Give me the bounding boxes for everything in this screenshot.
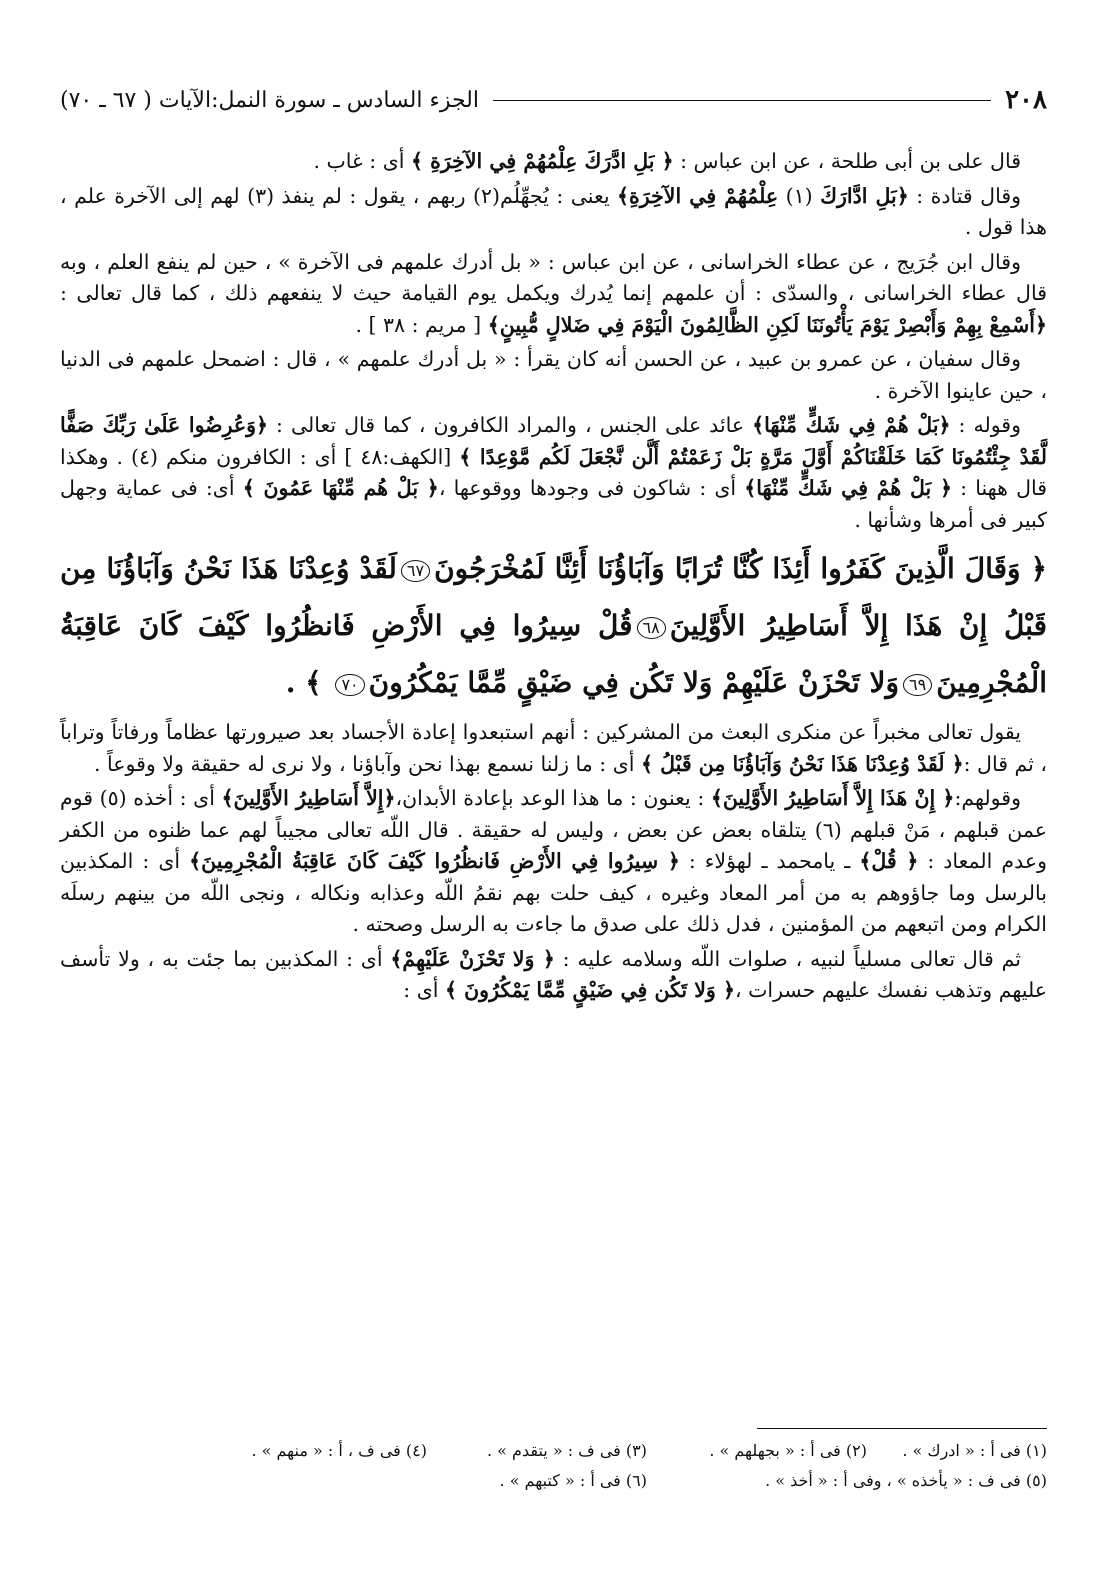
header-rule — [493, 100, 991, 101]
paragraph-1 — [60, 146, 1047, 178]
paragraph-4 — [60, 344, 1047, 407]
page-body — [60, 146, 1047, 1010]
text: أى: فى عماية وجهل كبير فى أمرها وشأنها . — [60, 476, 1047, 532]
quran-quote: ﴿ وَلا تَكُن فِي ضَيْقٍ مِّمَّا يَمْكُرُونَ ﴾ — [444, 978, 735, 1002]
quran-quote: ﴿ سِيرُوا فِي الأَرْضِ فَانظُرُوا كَيْفَ كَانَ عَاقِبَةُ الْمُجْرِمِينَ﴾ — [189, 849, 680, 873]
text: أى : غاب . — [313, 149, 411, 173]
text: [الكهف:٤٨ ] أى : الكافرون منكم (٤) . وهكذا قال ههنا : — [60, 444, 1048, 500]
quran-quote: ﴿بَلِ ادَّارَكَ — [820, 183, 909, 208]
page-header — [60, 82, 1047, 118]
text: ـ يامحمد ـ لهؤلاء : — [679, 849, 860, 873]
quran-quote: ﴿ بَلِ ادَّرَكَ عِلْمُهُمْ فِي الآخِرَةِ ﴾ — [410, 149, 674, 173]
footnote-3: (٣) فى ف : « يتقدم » . — [487, 1441, 647, 1460]
text: وقال سفيان ، عن عمرو بن عبيد ، عن الحسن أنه كان يقرأ : « بل أدرك علمهم » ، قال : اضمحل علمهم فى الدنيا ، حين عاينوا الآخرة . — [60, 347, 1047, 403]
quran-quote: ﴿ لَقَدْ وُعِدْنَا هَذَا نَحْنُ وَآبَاؤُنَا مِن قَبْلُ ﴾ — [640, 751, 964, 776]
quran-quote: ﴿وَعُرِضُوا عَلَىٰ رَبِّكَ صَفًّا لَّقَدْ جِئْتُمُونَا كَمَا خَلَقْنَاكُمْ أَوَّلَ مَرَّةٍ بَلْ زَعَمْتُمْ أَلَّن نَّجْعَلَ لَكُم مَّوْعِدًا ﴾ — [60, 413, 1047, 469]
quran-quote: ﴿إِلاَّ أَسَاطِيرُ الأَوَّلِينَ﴾ — [221, 786, 396, 810]
verse-67: وَقَالَ الَّذِينَ كَفَرُوا أَئِذَا كُنَّا تُرَابًا وَآبَاؤُنَا أَئِنَّا لَمُخْرَجُونَ — [434, 552, 1021, 585]
text: وقال ابن جُرَيج ، عن عطاء الخراسانى ، عن ابن عباس : « بل أدرك علمهم فى الآخرة » ، حين لم ينفع العلم ، وبه قال عطاء الخراسانى ، والسدّى : أن علمهم إنما يُدرك ويكمل يوم القيامة حيث لا ينفعهم ذلك ، كما قال تعالى : — [60, 249, 1047, 305]
text: أى : ما زلنا نسمع بهذا نحن وآباؤنا ، ولا نرى له حقيقة ولا وقوعاً . — [93, 751, 641, 776]
footnote-2: (٢) فى أ : « بجهلهم » . — [709, 1441, 867, 1460]
text: : يعنون : ما هذا الوعد بإعادة الأبدان، — [395, 786, 711, 810]
paragraph-2 — [60, 181, 1047, 244]
paragraph-8 — [60, 944, 1047, 1007]
quran-quote: ﴿ وَلا تَحْزَنْ عَلَيْهِمْ﴾ — [390, 946, 555, 971]
footnote-1: (١) فى أ : « ادرك » . — [902, 1441, 1047, 1460]
paragraph-3 — [60, 247, 1047, 342]
text: ثم قال تعالى مسلياً لنبيه ، صلوات اللّه وسلامه عليه : — [554, 946, 1021, 971]
paragraph-7 — [60, 783, 1047, 941]
verse-block — [60, 540, 1047, 711]
verse-69: قُلْ سِيرُوا فِي الأَرْضِ فَانظُرُوا كَيْفَ كَانَ عَاقِبَةُ الْمُجْرِمِينَ — [60, 609, 1047, 699]
verse-open-bracket: ﴿ — [1020, 552, 1048, 585]
footnote-ref: (١) — [778, 183, 821, 208]
footnote-separator — [757, 1428, 1047, 1429]
text: أى : أخذه (٥) قوم عمن قبلهم ، مَنْ قبلهم (٦) يتلقاه بعض عن بعض ، وليس له حقيقة . قال اللّه تعالى مجيباً لهم عما ظنوه من الكفر وعدم المعاد : — [60, 786, 1047, 873]
quran-quote: ﴿بَلْ هُمْ فِي شَكٍّ مِّنْهَا﴾ — [752, 413, 951, 437]
text: [ مريم : ٣٨ ] . — [355, 312, 488, 337]
verse-close-bracket: ﴾ . — [285, 666, 332, 699]
verse-number-69: ٦٩ — [903, 674, 932, 696]
footnote-5: (٥) فى ف : « يأخذه » ، وفى أ : « أخذ » . — [765, 1471, 1047, 1490]
verse-70: وَلا تَحْزَنْ عَلَيْهِمْ وَلا تَكُن فِي ضَيْقٍ مِّمَّا يَمْكُرُونَ — [368, 666, 900, 699]
verse-number-67: ٦٧ — [401, 560, 430, 582]
page-number: ٢٠٨ — [1005, 85, 1047, 115]
quran-quote: ﴿أَسْمِعْ بِهِمْ وَأَبْصِرْ يَوْمَ يَأْتُونَنَا لَكِنِ الظَّالِمُونَ الْيَوْمَ فِي ضَلالٍ مُّبِينٍ﴾ — [487, 312, 1047, 337]
verse-number-68: ٦٨ — [637, 617, 666, 639]
text: عائد على الجنس ، والمراد الكافرون ، كما قال تعالى : — [268, 413, 753, 437]
text: وقوله : — [950, 413, 1021, 437]
quran-quote: ﴿ بَلْ هُم مِّنْهَا عَمُونَ ﴾ — [242, 476, 439, 500]
paragraph-6 — [60, 717, 1047, 780]
footnote-6: (٦) فى أ : « كتبهم » . — [499, 1471, 647, 1490]
text: أى : المكذبين بما جئت به ، ولا تأسف عليهم وتذهب نفسك عليهم حسرات ، — [60, 946, 1047, 1002]
quran-quote: ﴿ بَلْ هُمْ فِي شَكٍّ مِّنْهَا﴾ — [744, 476, 953, 500]
text: يعنى : يُجهِّلُم(٢) ربهم ، يقول : لم ينفذ (٣) لهم إلى الآخرة علم ، هذا قول . — [60, 183, 1047, 239]
paragraph-5 — [60, 410, 1047, 536]
text: أى : — [403, 978, 445, 1002]
text: وقولهم: — [954, 786, 1021, 810]
text: أى : شاكون فى وجودها ووقوعها ، — [438, 476, 745, 500]
footnotes — [60, 1436, 1047, 1496]
quran-quote: ﴿ إِنْ هَذَا إِلاَّ أَسَاطِيرُ الأَوَّلِينَ﴾ — [710, 786, 955, 810]
quran-quote: ﴿ قُلْ﴾ — [859, 849, 919, 873]
footnote-row — [60, 1436, 1047, 1466]
text: أى : المكذبين بالرسل وما جاؤوهم به من أمر المعاد وغيره ، كيف حلت بهم نقمُ اللّه وعذابه ونكاله ، ونجى اللّه من بينهم رسلَه الكرام ومن اتبعهم من المؤمنين ، فدل ذلك على صدق ما جاءت به الرسل وصحته . — [60, 849, 1047, 936]
text: وقال قتادة : — [908, 183, 1022, 208]
running-title: الجزء السادس ـ سورة النمل:الآيات ( ٦٧ ـ ٧٠) — [60, 87, 479, 113]
verse-number-70: ٧٠ — [335, 674, 364, 696]
text: يقول تعالى مخبراً عن منكرى البعث من المشركين : أنهم استبعدوا إعادة الأجساد بعد صيرورتها عظاماً ورفاتاً وتراباً ، ثم قال : — [60, 720, 1047, 776]
quran-quote: عِلْمُهُمْ فِي الآخِرَةِ﴾ — [617, 183, 779, 208]
text: قال على بن أبى طلحة ، عن ابن عباس : — [673, 149, 1021, 173]
verse-68: لَقَدْ وُعِدْنَا هَذَا نَحْنُ وَآبَاؤُنَا مِن قَبْلُ إِنْ هَذَا إِلاَّ أَسَاطِيرُ الأَوَّلِينَ — [60, 552, 1047, 642]
footnote-4: (٤) فى ف ، أ : « منهم » . — [251, 1441, 427, 1460]
footnote-row — [60, 1466, 1047, 1496]
